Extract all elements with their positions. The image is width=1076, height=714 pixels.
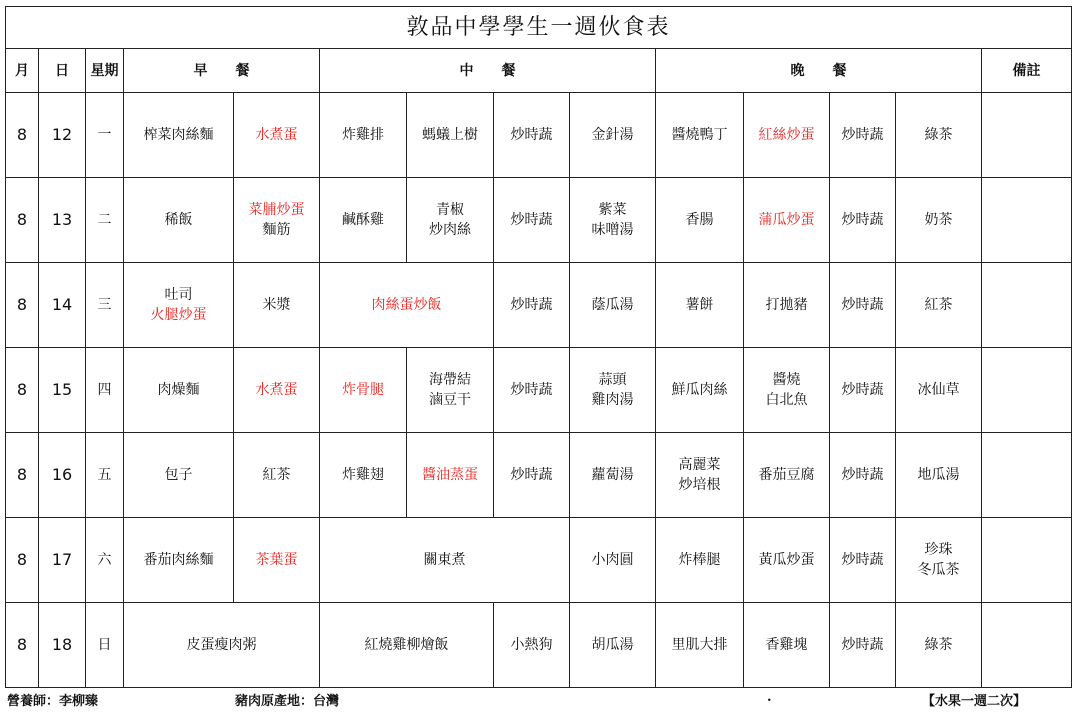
meal-cell [320,433,407,518]
meal-cell [234,93,320,178]
meal-cell [320,263,494,348]
header-lunch: 中 餐 [320,49,656,93]
meal-item: 水煮蛋 [255,382,298,398]
meal-cell [896,348,982,433]
footer [5,688,1071,710]
meal-item: 火腿炒蛋 [150,307,207,323]
table-row [6,93,1072,178]
meal-item: 白北魚 [765,392,808,408]
day-cell: 12 [39,93,86,178]
meal-cell [320,93,407,178]
meal-item: 小熱狗 [510,637,553,653]
notes-cell [982,263,1072,348]
meal-item: 冰仙草 [917,382,960,398]
day-cell: 16 [39,433,86,518]
meal-cell [234,433,320,518]
meal-cell [234,518,320,603]
meal-item: 紅茶 [924,297,953,313]
meal-item: 菜脯炒蛋 [248,202,305,218]
meal-item: 打拋豬 [765,297,808,313]
meal-item: 奶茶 [924,212,953,228]
meal-item: 海帶結 [429,372,471,388]
meal-item: 肉燥麵 [157,382,200,398]
meal-cell [407,93,494,178]
meal-item: 炒時蔬 [510,297,553,313]
meal-item: 炒時蔬 [510,382,553,398]
meal-cell [656,518,744,603]
meal-item: 榨菜肉絲麵 [143,127,214,143]
header-row [6,49,1072,93]
weekday-cell: 日 [86,603,124,688]
meal-cell [744,178,830,263]
meal-item: 炒時蔬 [841,637,884,653]
meal-item: 薯餅 [685,297,714,313]
meal-cell [896,178,982,263]
meal-cell [830,178,896,263]
month-cell: 8 [6,93,39,178]
meal-item: 炸棒腿 [678,552,721,568]
notes-cell [982,518,1072,603]
meal-item: 麵筋 [262,222,291,238]
table-row [6,263,1072,348]
meal-cell [896,263,982,348]
meal-item: 雞肉湯 [591,392,634,408]
meal-cell [234,178,320,263]
meal-cell [656,433,744,518]
meal-cell [896,93,982,178]
weekday-cell: 一 [86,93,124,178]
meal-cell [656,178,744,263]
meal-cell [744,348,830,433]
meal-cell [234,263,320,348]
meal-item: 炒時蔬 [841,382,884,398]
meal-item: 醬燒 [772,372,801,388]
meal-item: 吐司 [164,287,193,303]
meal-cell [570,433,656,518]
meal-item: 小肉圓 [591,552,634,568]
meal-item: 里肌大排 [671,637,728,653]
meal-cell [744,433,830,518]
table-row [6,178,1072,263]
meal-cell [124,518,234,603]
meal-item: 香雞塊 [765,637,808,653]
header-notes: 備註 [982,49,1072,93]
day-cell: 14 [39,263,86,348]
meal-item: 鹹酥雞 [342,212,384,228]
weekday-cell: 六 [86,518,124,603]
meal-cell [744,518,830,603]
month-cell: 8 [6,603,39,688]
meal-item: 紅絲炒蛋 [758,127,815,143]
notes-cell [982,178,1072,263]
meal-item: 冬瓜茶 [917,562,960,578]
meal-cell [656,603,744,688]
fruit-note: 【水果一週二次】 [922,694,1027,709]
table-row [6,603,1072,688]
meal-item: 蒜頭 [598,372,627,388]
meal-item: 紅茶 [262,467,291,483]
meal-item: 紅燒雞柳燴飯 [364,637,449,653]
day-cell: 15 [39,348,86,433]
meal-item: 炒肉絲 [429,222,471,238]
meal-item: 關東煮 [423,552,466,568]
month-cell: 8 [6,263,39,348]
meal-cell [494,93,570,178]
meal-item: 味噌湯 [591,222,634,238]
meal-cell [124,178,234,263]
meal-cell [320,603,494,688]
meal-cell [407,433,494,518]
meal-item: 青椒 [436,202,464,218]
meal-cell [494,348,570,433]
meal-cell [570,603,656,688]
meal-item: 炒時蔬 [510,467,553,483]
day-cell: 13 [39,178,86,263]
meal-cell [494,263,570,348]
meal-item: 蘿蔔湯 [591,467,634,483]
meal-cell [830,518,896,603]
meal-item: 香腸 [685,212,714,228]
header-day: 日 [39,49,86,93]
meal-item: 鮮瓜肉絲 [671,382,728,398]
table-row [6,348,1072,433]
meal-item: 炒時蔬 [841,297,884,313]
meal-cell [830,348,896,433]
meal-item: 炸雞翅 [342,467,384,483]
meal-item: 炒培根 [678,477,721,493]
meal-cell [744,603,830,688]
meal-cell [494,433,570,518]
meal-item: 醬燒鴨丁 [671,127,728,143]
notes-cell [982,348,1072,433]
meal-cell [407,178,494,263]
meal-item: 滷豆干 [429,392,471,408]
meal-cell [320,348,407,433]
meal-item: 炸雞排 [342,127,384,143]
meal-cell [656,93,744,178]
meal-item: 炒時蔬 [510,212,553,228]
meal-item: 高麗菜 [678,457,721,473]
header-breakfast: 早 餐 [124,49,320,93]
meal-cell [234,348,320,433]
day-cell: 17 [39,518,86,603]
meal-item: 炒時蔬 [841,552,884,568]
footer-dot: . [767,690,772,705]
meal-cell [570,93,656,178]
meal-item: 米漿 [262,297,291,313]
meal-item: 炒時蔬 [841,212,884,228]
meal-cell [570,263,656,348]
meal-cell [744,93,830,178]
table-row [6,518,1072,603]
meal-item: 包子 [164,467,193,483]
meal-cell [570,518,656,603]
header-month: 月 [6,49,39,93]
menu-table [5,6,1072,688]
notes-cell [982,603,1072,688]
meal-cell [407,348,494,433]
notes-cell [982,93,1072,178]
meal-cell [124,433,234,518]
meal-cell [744,263,830,348]
meal-cell [494,603,570,688]
meal-cell [124,263,234,348]
notes-cell [982,433,1072,518]
meal-item: 番茄肉絲麵 [143,552,214,568]
meal-item: 蒲瓜炒蛋 [758,212,815,228]
meal-cell [656,348,744,433]
month-cell: 8 [6,178,39,263]
meal-item: 黃瓜炒蛋 [758,552,815,568]
meal-item: 地瓜湯 [917,467,960,483]
month-cell: 8 [6,348,39,433]
meal-item: 綠茶 [924,637,953,653]
meal-cell [494,178,570,263]
meal-cell [896,433,982,518]
meal-item: 紫菜 [598,202,627,218]
meal-item: 胡瓜湯 [591,637,634,653]
meal-cell [320,178,407,263]
weekday-cell: 五 [86,433,124,518]
meal-item: 茶葉蛋 [255,552,298,568]
meal-item: 珍珠 [924,542,953,558]
meal-cell [124,348,234,433]
meal-item: 炸骨腿 [342,382,384,398]
meal-item: 炒時蔬 [510,127,553,143]
meal-item: 肉絲蛋炒飯 [371,297,442,313]
meal-cell [124,603,320,688]
page-title: 敦品中學學生一週伙食表 [6,7,1072,49]
menu-body [6,93,1072,688]
month-cell: 8 [6,518,39,603]
day-cell: 18 [39,603,86,688]
meal-cell [830,603,896,688]
header-weekday: 星期 [86,49,124,93]
meal-cell [320,518,570,603]
meal-cell [830,433,896,518]
dietitian-label: 營養師：李柳臻 [7,694,99,709]
meal-item: 螞蟻上樹 [422,127,478,143]
meal-cell [896,603,982,688]
meal-item: 醬油蒸蛋 [422,467,478,483]
header-dinner: 晚 餐 [656,49,982,93]
meal-item: 稀飯 [164,212,193,228]
menu-sheet [5,6,1071,688]
meal-cell [896,518,982,603]
meal-cell [830,93,896,178]
meal-cell [656,263,744,348]
meal-item: 蔭瓜湯 [591,297,634,313]
meal-cell [570,178,656,263]
weekday-cell: 四 [86,348,124,433]
pork-origin-label: 豬肉原產地：台灣 [235,694,340,709]
month-cell: 8 [6,433,39,518]
meal-cell [830,263,896,348]
meal-item: 金針湯 [591,127,634,143]
meal-item: 炒時蔬 [841,127,884,143]
weekday-cell: 二 [86,178,124,263]
meal-item: 水煮蛋 [255,127,298,143]
meal-item: 綠茶 [924,127,953,143]
table-row [6,433,1072,518]
weekday-cell: 三 [86,263,124,348]
meal-item: 番茄豆腐 [758,467,815,483]
meal-cell [570,348,656,433]
meal-item: 炒時蔬 [841,467,884,483]
meal-item: 皮蛋瘦肉粥 [186,637,257,653]
meal-cell [124,93,234,178]
